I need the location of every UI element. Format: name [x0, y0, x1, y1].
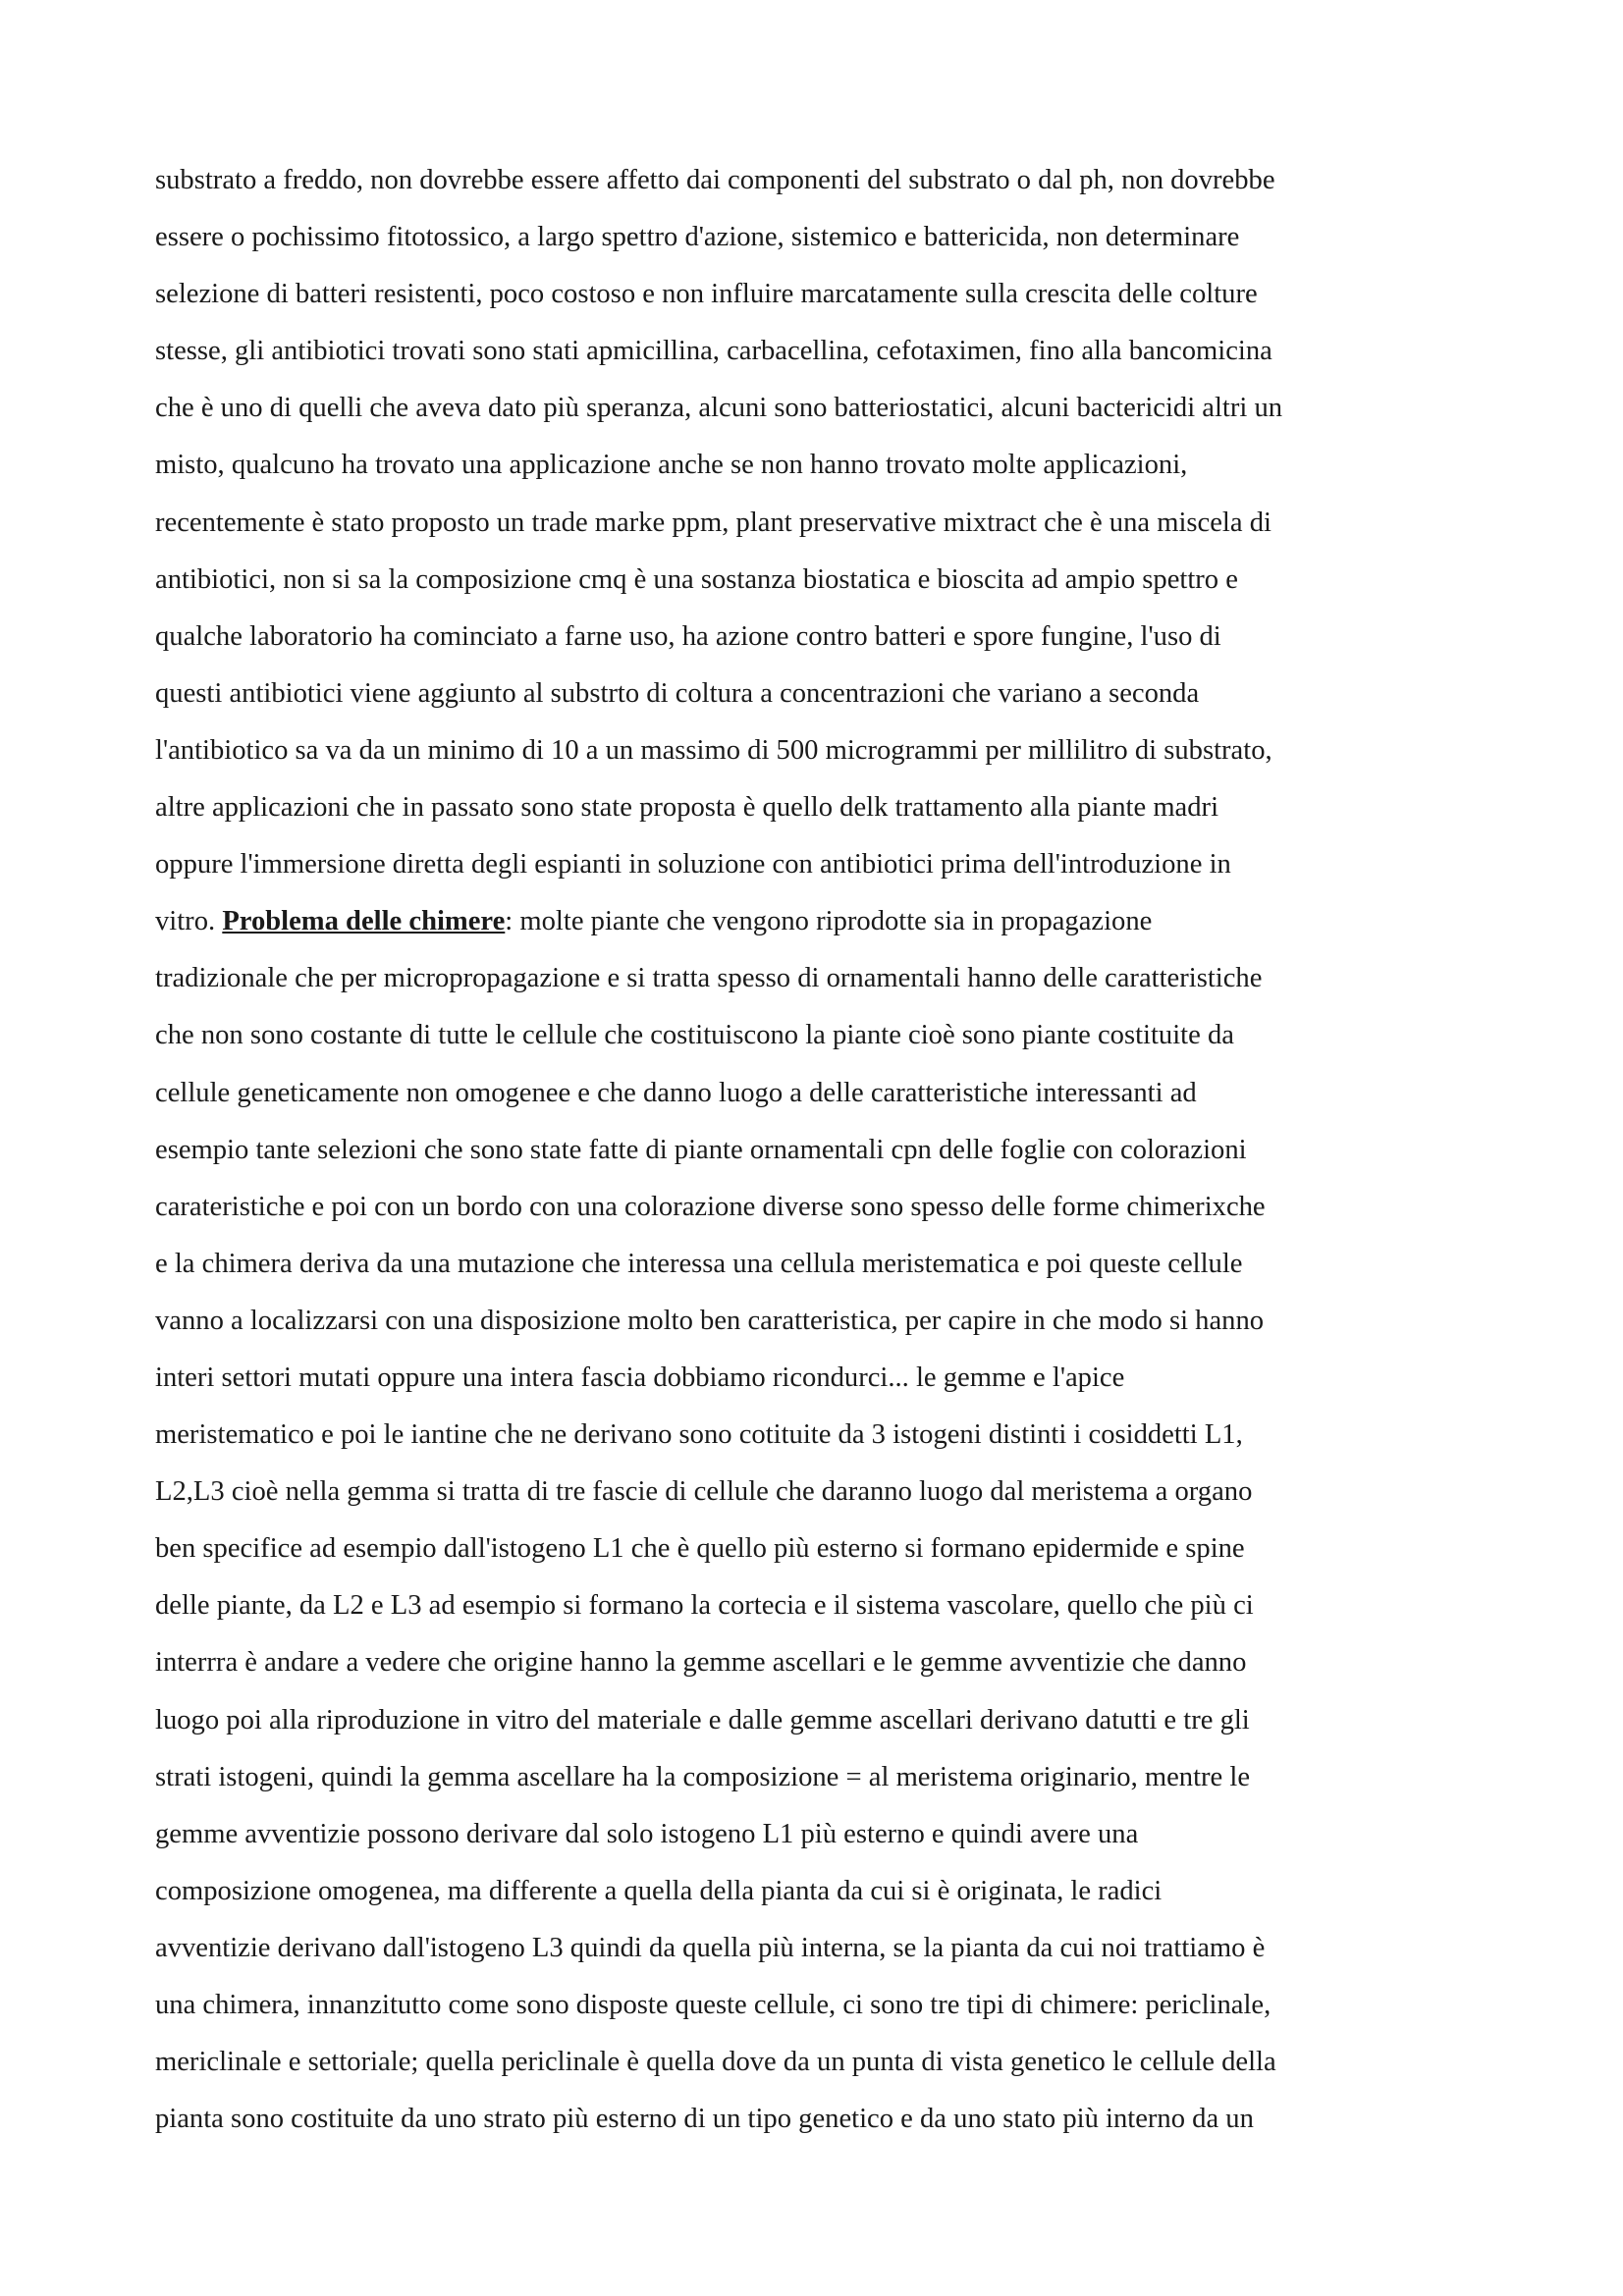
section-heading: Problema delle chimere	[222, 906, 506, 937]
text-line: composizione omogenea, ma differente a quella della pianta da cui si è originata, le radici	[155, 1875, 1163, 1906]
text-line: meristematico e poi le iantine che ne derivano sono cotituite da 3 istogeni distinti i cosiddetti L1,	[155, 1419, 1243, 1451]
text-line: questi antibiotici viene aggiunto al substrto di coltura a concentrazioni che variano a seconda	[155, 677, 1200, 709]
text-line: interrra è andare a vedere che origine hanno la gemme ascellari e le gemme avventizie che danno	[155, 1647, 1247, 1679]
text-line: delle piante, da L2 e L3 ad esempio si formano la cortecia e il sistema vascolare, quello che più ci	[155, 1590, 1254, 1622]
text-line: substrato a freddo, non dovrebbe essere affetto dai componenti del substrato o dal ph, non dovrebbe	[155, 165, 1275, 195]
text-line: cellule geneticamente non omogenee e che danno luogo a delle caratteristiche interessanti ad	[155, 1077, 1197, 1108]
text-line: carateristiche e poi con un bordo con una colorazione diverse sono spesso delle forme chimerixche	[155, 1191, 1266, 1222]
body-text	[155, 152, 1476, 2148]
text-line-with-heading	[155, 893, 1476, 950]
text-line: che è uno di quelli che aveva dato più speranza, alcuni sono batteriostatici, alcuni bactericidi altri un	[155, 393, 1283, 424]
text-line: e la chimera deriva da una mutazione che interessa una cellula meristematica e poi queste cellule	[155, 1248, 1243, 1279]
text-line: l'antibiotico sa va da un minimo di 10 a un massimo di 500 microgrammi per millilitro di substrato,	[155, 734, 1272, 766]
text-line: recentemente è stato proposto un trade marke ppm, plant preservative mixtract che è una miscela di	[155, 507, 1271, 538]
text-line: essere o pochissimo fitotossico, a largo spettro d'azione, sistemico e battericida, non determinare	[155, 222, 1240, 253]
text-line: ben specifice ad esempio dall'istogeno L1 che è quello più esterno si formano epidermide e spine	[155, 1533, 1245, 1565]
text-line: luogo poi alla riproduzione in vitro del materiale e dalle gemme ascellari derivano datutti e tre gli	[155, 1704, 1250, 1735]
text-line: selezione di batteri resistenti, poco costoso e non influire marcatamente sulla crescita delle colture	[155, 279, 1258, 310]
text-line: una chimera, innanzitutto come sono disposte queste cellule, ci sono tre tipi di chimere: periclinale,	[155, 1990, 1271, 2020]
text-line: oppure l'immersione diretta degli espianti in soluzione con antibiotici prima dell'introduzione in	[155, 849, 1231, 881]
text-line: che non sono costante di tutte le cellule che costituiscono la piante cioè sono piante costituite da	[155, 1020, 1234, 1051]
text-line: strati istogeni, quindi la gemma ascellare ha la composizione = al meristema originario, mentre le	[155, 1761, 1251, 1792]
text-line: altre applicazioni che in passato sono state proposta è quello delk trattamento alla piante madri	[155, 792, 1219, 824]
text-line: qualche laboratorio ha cominciato a farne uso, ha azione contro batteri e spore fungine, l'uso di	[155, 620, 1221, 652]
heading-prefix: vitro.	[155, 906, 223, 937]
text-line: gemme avventizie possono derivare dal solo istogeno L1 più esterno e quindi avere una	[155, 1818, 1139, 1849]
text-line: stesse, gli antibiotici trovati sono stati apmicillina, carbacellina, cefotaximen, fino alla bancomicina	[155, 336, 1272, 367]
heading-suffix: : molte piante che vengono riprodotte sia in propagazione	[505, 906, 1153, 937]
text-line: pianta sono costituite da uno strato più esterno di un tipo genetico e da uno stato più interno da un	[155, 2104, 1254, 2135]
text-line: esempio tante selezioni che sono state fatte di piante ornamentali cpn delle foglie con colorazioni	[155, 1134, 1247, 1165]
text-line: mericlinale e settoriale; quella periclinale è quella dove da un punta di vista genetico le cellule della	[155, 2047, 1276, 2078]
text-line: L2,L3 cioè nella gemma si tratta di tre fascie di cellule che daranno luogo dal meristema a organo	[155, 1476, 1253, 1508]
text-line: tradizionale che per micropropagazione e si tratta spesso di ornamentali hanno delle caratteristiche	[155, 963, 1263, 994]
text-line: vanno a localizzarsi con una disposizione molto ben caratteristica, per capire in che modo si hanno	[155, 1305, 1265, 1336]
text-line: antibiotici, non si sa la composizione cmq è una sostanza biostatica e bioscita ad ampio spettro e	[155, 563, 1238, 595]
text-line: interi settori mutati oppure una intera fascia dobbiamo ricondurci... le gemme e l'apice	[155, 1362, 1125, 1393]
text-line: avventizie derivano dall'istogeno L3 quindi da quella più interna, se la pianta da cui noi trattiamo è	[155, 1932, 1266, 1963]
text-line: misto, qualcuno ha trovato una applicazione anche se non hanno trovato molte applicazioni,	[155, 450, 1188, 481]
